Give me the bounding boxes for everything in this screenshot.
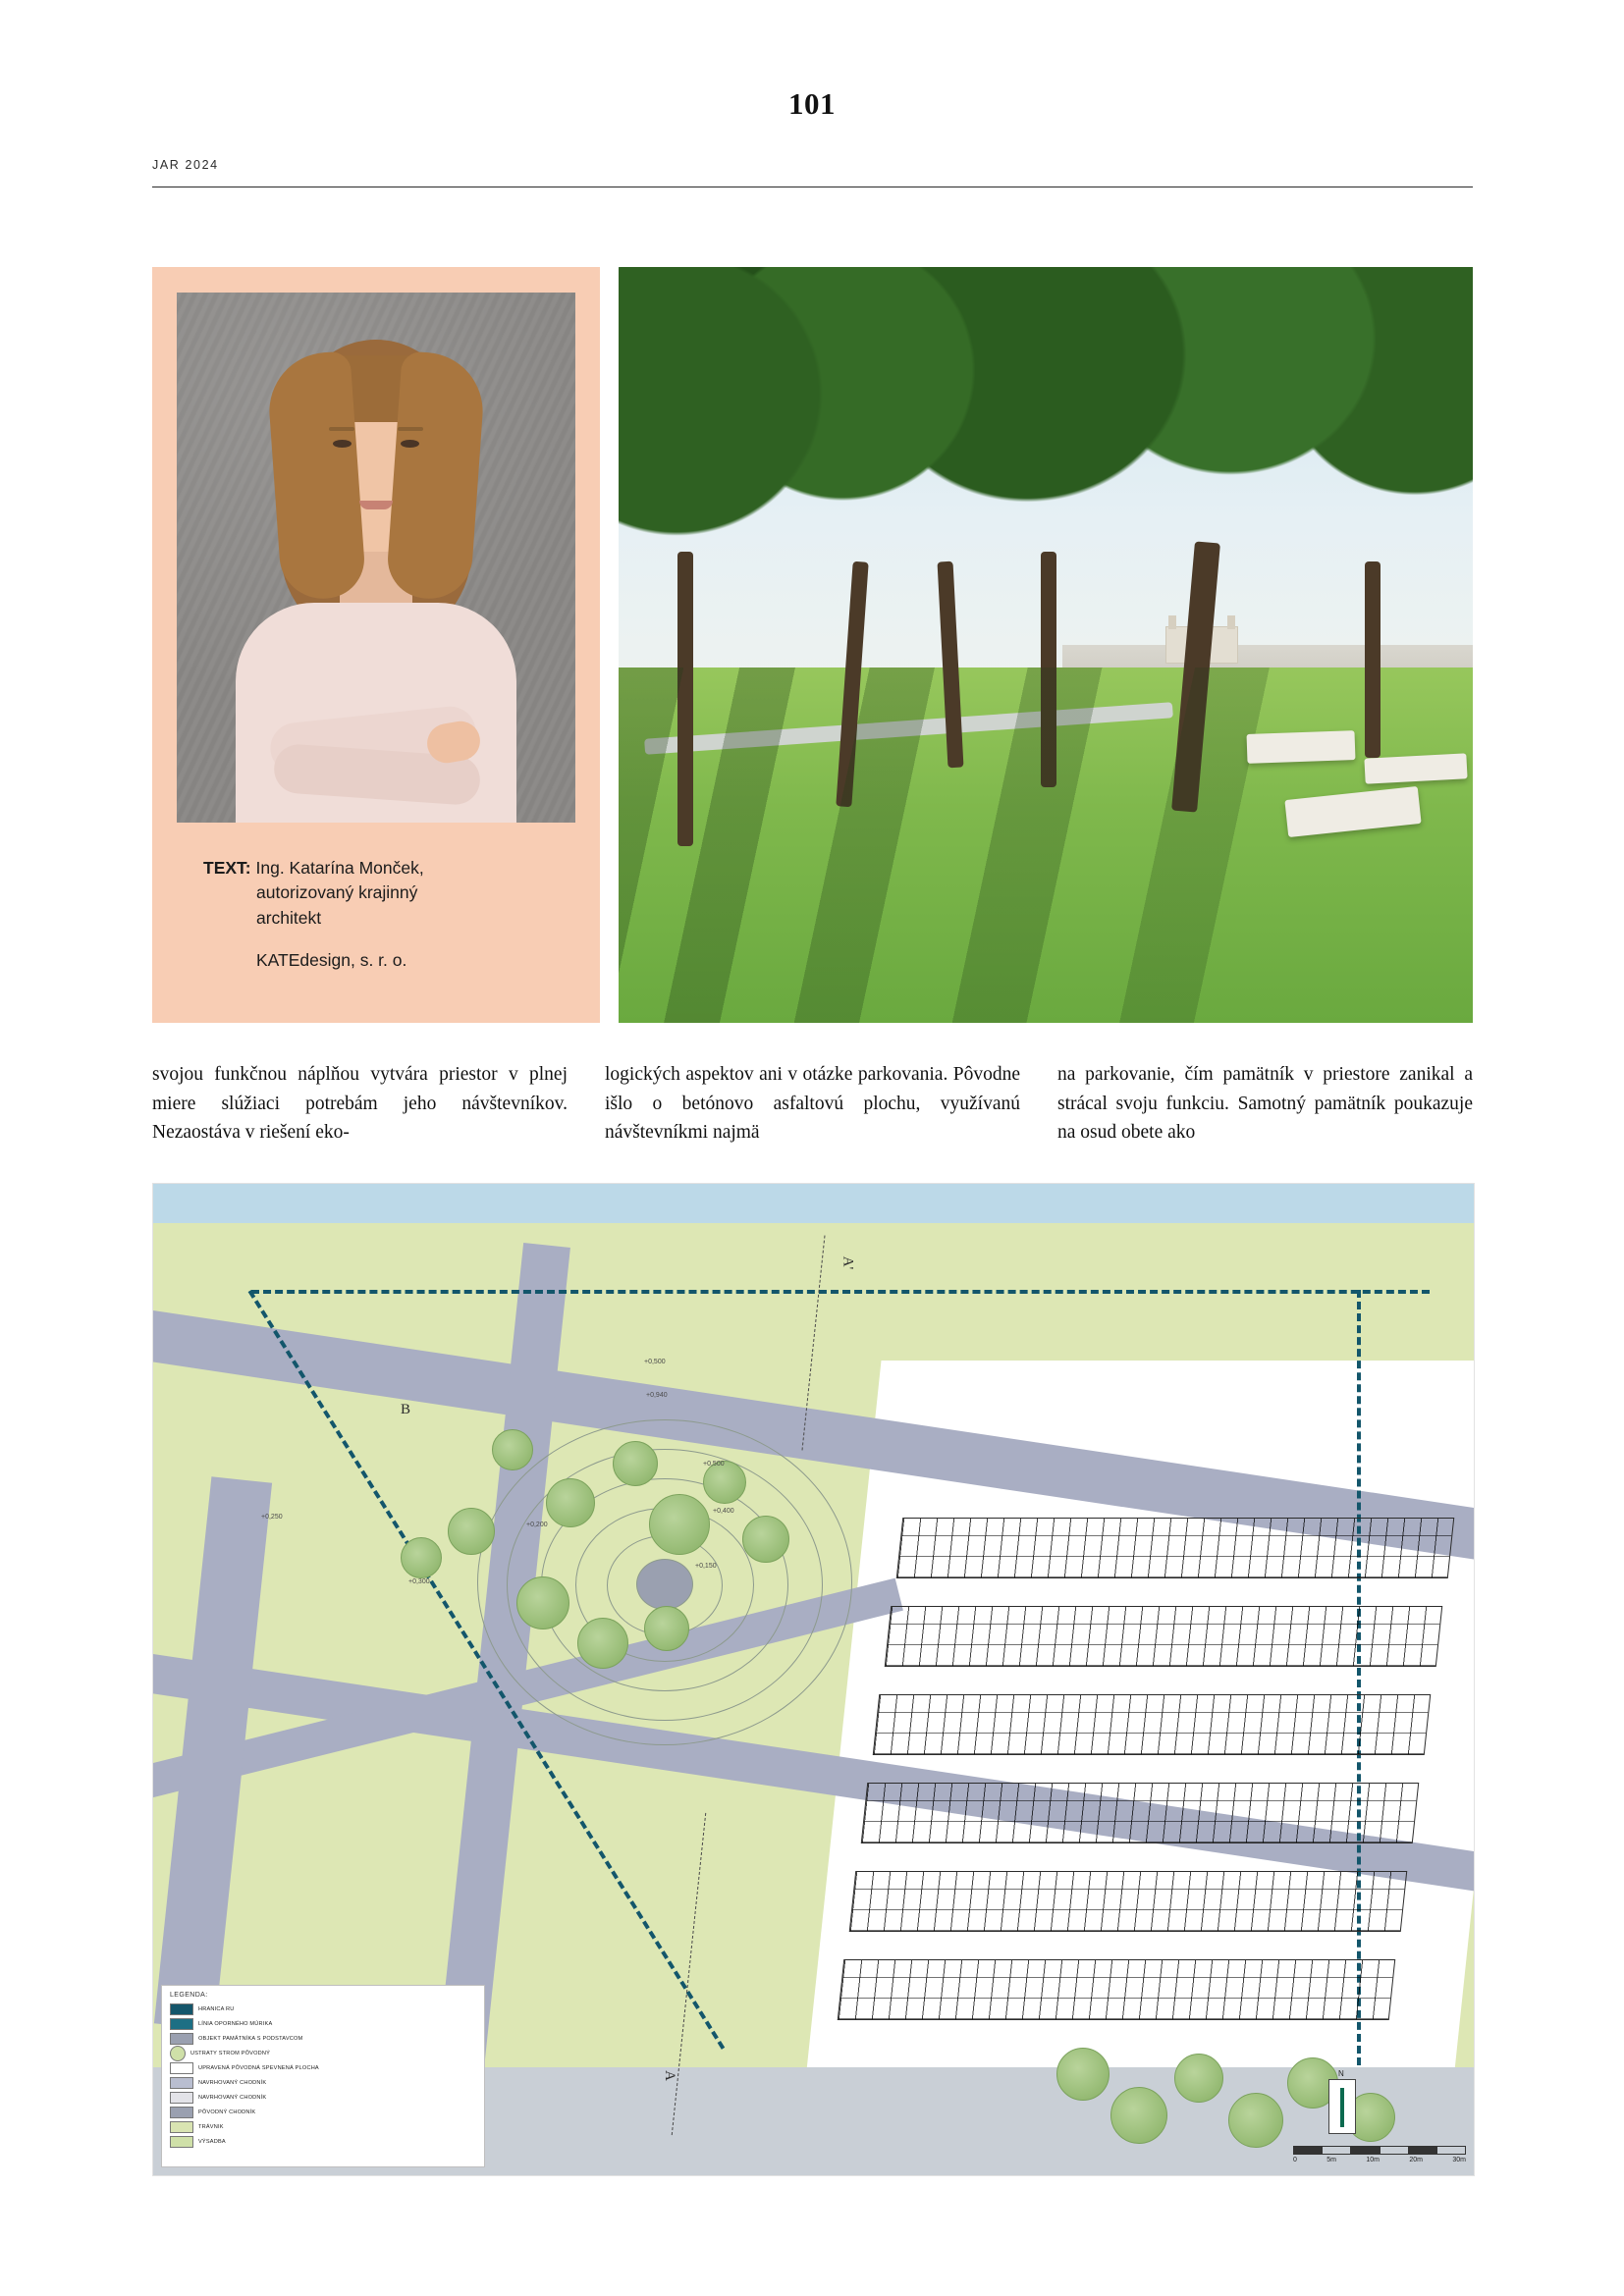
legend-item (170, 2105, 476, 2119)
plan-tree (492, 1429, 533, 1470)
plan-parking-row (873, 1694, 1432, 1755)
author-company: KATEdesign, s. r. o. (256, 950, 407, 970)
plan-tree (613, 1441, 658, 1486)
plan-tree (742, 1516, 789, 1563)
plan-parking-row (838, 1959, 1396, 2020)
park-photograph (619, 267, 1473, 1023)
legend-label: LÍNIA OPORNÉHO MÚRIKA (198, 2020, 273, 2027)
plan-elevation-label: +0,300 (408, 1578, 430, 1585)
legend-swatch (170, 2077, 193, 2089)
author-name-line2: autorizovaný krajinný (256, 882, 418, 903)
plan-tree (1228, 2093, 1283, 2148)
legend-label: USTRATY STROM PÔVODNÝ (190, 2050, 271, 2056)
scalebar-ticks (1293, 2157, 1466, 2163)
author-name-line3: architekt (256, 907, 322, 928)
scale-tick: 10m (1366, 2157, 1380, 2163)
plan-tree (401, 1537, 442, 1578)
plan-tree (546, 1478, 595, 1527)
plan-elevation-label: +0,940 (646, 1392, 668, 1399)
portrait-hair-right (385, 350, 486, 601)
legend-item (170, 2031, 476, 2046)
scalebar-bars (1293, 2146, 1466, 2155)
plan-boundary-north (251, 1290, 1430, 1294)
plan-tree (577, 1618, 628, 1669)
plan-memorial-plinth (636, 1559, 693, 1610)
portrait-eye-left (333, 440, 352, 448)
north-arrow-icon (1340, 2088, 1344, 2127)
photo-tree-shadows (619, 667, 1473, 1023)
plan-tree (649, 1494, 710, 1555)
portrait-mouth (359, 501, 393, 509)
article-column-3: na parkovanie, čím pamätník v priestore zanikal a strácal svoju funkciu. Samotný pamätník poukazuje na osud obete ako (1057, 1064, 1473, 1144)
plan-mark-b: B (401, 1402, 411, 1417)
plan-mark-a: A (661, 2070, 677, 2081)
plan-tree (448, 1508, 495, 1555)
north-label: N (1338, 2069, 1344, 2078)
issue-label: JAR 2024 (152, 158, 219, 172)
legend-label: NAVRHOVANÝ CHODNÍK (198, 2094, 267, 2101)
plan-scalebar (1293, 2146, 1466, 2163)
author-credit (203, 856, 571, 931)
plan-elevation-label: +0,500 (644, 1359, 666, 1365)
author-block (152, 267, 600, 1023)
legend-swatch (170, 2136, 193, 2148)
scale-tick: 20m (1409, 2157, 1423, 2163)
plan-parking-row (885, 1606, 1443, 1667)
plan-mark-a-prime: A' (839, 1255, 856, 1270)
plan-elevation-label: +0,250 (261, 1514, 283, 1521)
article-body (152, 1060, 1473, 1148)
author-name-line1: Ing. Katarína Monček, (255, 858, 424, 878)
author-text-label: TEXT: (203, 858, 251, 878)
legend-item (170, 2090, 476, 2105)
portrait-hair-left (265, 350, 366, 601)
legend-swatch (170, 2107, 193, 2118)
legend-label: NAVRHOVANÝ CHODNÍK (198, 2079, 267, 2086)
plan-parking-row (896, 1518, 1455, 1578)
legend-swatch (170, 2062, 193, 2074)
legend-swatch (170, 2046, 186, 2061)
scale-tick: 5m (1326, 2157, 1336, 2163)
plan-tree (1110, 2087, 1167, 2144)
page-number: 101 (788, 86, 836, 121)
plan-tree (1056, 2048, 1110, 2101)
plan-elevation-label: +0,400 (713, 1508, 734, 1515)
legend-label: VÝSADBA (198, 2138, 226, 2145)
legend-swatch (170, 2018, 193, 2030)
legend-label: HRANICA RU (198, 2005, 235, 2012)
plan-tree (644, 1606, 689, 1651)
legend-item (170, 2046, 476, 2060)
site-plan-drawing (152, 1183, 1475, 2176)
legend-title: LEGENDA: (170, 1992, 208, 1999)
legend-label: UPRAVENÁ PÔVODNÁ SPEVNENÁ PLOCHA (198, 2064, 319, 2071)
legend-item (170, 2134, 476, 2149)
legend-item (170, 2016, 476, 2031)
plan-boundary-east (1357, 1290, 1361, 2065)
legend-swatch (170, 2121, 193, 2133)
article-column-2: logických aspektov ani v otázke parkovania. Pôvodne išlo o betónovo asfaltovú plochu, využívanú návštevníkmi najmä (605, 1064, 1020, 1144)
scale-tick: 0 (1293, 2157, 1297, 2163)
north-arrow-box (1328, 2069, 1356, 2134)
plan-legend (161, 1985, 485, 2167)
legend-label: OBJEKT PAMÄTNÍKA S PODSTAVCOM (198, 2035, 303, 2042)
plan-tree (516, 1576, 569, 1629)
photo-bench (1364, 753, 1467, 783)
photo-tree-canopy (619, 267, 1473, 630)
plan-tree (1174, 2054, 1223, 2103)
legend-item (170, 2075, 476, 2090)
author-portrait-photo (177, 293, 575, 823)
legend-swatch (170, 2092, 193, 2104)
legend-label: TRÁVNIK (198, 2123, 224, 2130)
portrait-brow-right (398, 427, 423, 431)
plan-elevation-label: +0,500 (703, 1461, 725, 1468)
plan-elevation-label: +0,200 (526, 1522, 548, 1528)
portrait-brow-left (329, 427, 354, 431)
scale-tick: 30m (1452, 2157, 1466, 2163)
plan-parking-row (849, 1871, 1408, 1932)
plan-elevation-label: +0,150 (695, 1563, 717, 1570)
article-column-1: svojou funkčnou náplňou vytvára priestor v plnej miere slúžiaci potrebám jeho návštevníkov. Nezaostáva v riešení eko- (152, 1064, 568, 1144)
legend-item (170, 2119, 476, 2134)
legend-item (170, 2060, 476, 2075)
portrait-eye-right (401, 440, 419, 448)
legend-swatch (170, 2003, 193, 2015)
legend-label: PÔVODNÝ CHODNÍK (198, 2109, 256, 2115)
legend-item (170, 2002, 476, 2016)
photo-bench (1247, 730, 1356, 764)
plan-parking-row (861, 1783, 1420, 1843)
legend-swatch (170, 2033, 193, 2045)
